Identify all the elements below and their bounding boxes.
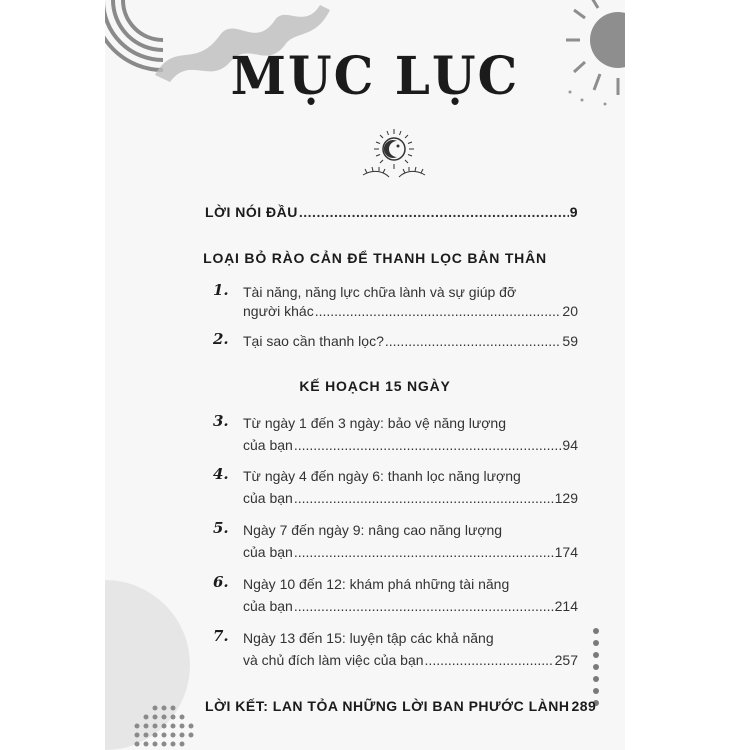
toc-item-number: 4. <box>213 465 229 483</box>
dot-leader <box>294 490 554 506</box>
toc-item-6[interactable] <box>243 598 578 614</box>
dot-leader <box>425 652 554 668</box>
toc-item-number: 7. <box>213 627 229 645</box>
toc-item-title-cont: người khác <box>243 303 314 319</box>
toc-item-5[interactable] <box>243 544 578 560</box>
toc-item-7[interactable] <box>243 652 578 668</box>
toc-item-number: 6. <box>213 573 229 591</box>
toc-item-page: 257 <box>554 652 578 668</box>
toc-item-number: 3. <box>213 412 229 430</box>
dot-leader <box>385 333 562 349</box>
toc-item-2[interactable] <box>243 333 578 349</box>
dot-leader <box>294 598 554 614</box>
toc-item-title-cont: của bạn <box>243 544 293 560</box>
toc-item-title[interactable]: Ngày 10 đến 12: khám phá những tài năng <box>243 576 510 592</box>
toc-item-page: 214 <box>554 598 578 614</box>
toc-item-title-cont: và chủ đích làm việc của bạn <box>243 652 424 668</box>
toc-item-number: 5. <box>213 519 229 537</box>
dot-leader <box>294 437 562 453</box>
toc-item-page: 94 <box>562 437 578 453</box>
moon-emblem-icon <box>361 125 427 185</box>
toc-outro-label: LỜI KẾT: LAN TỎA NHỮNG LỜI BAN PHƯỚC LÀNH <box>205 698 570 714</box>
toc-item-title: Tại sao cần thanh lọc? <box>243 333 384 349</box>
toc-item-title[interactable]: Tài năng, năng lực chữa lành và sự giúp đỡ <box>243 284 517 300</box>
toc-item-3[interactable] <box>243 437 578 453</box>
toc-outro-page: 289 <box>571 698 597 714</box>
toc-intro-page: 9 <box>569 204 578 220</box>
toc-item-page: 174 <box>554 544 578 560</box>
dot-cluster-decoration <box>133 700 203 750</box>
toc-item-page: 20 <box>562 303 578 319</box>
section-heading-2: KẾ HOẠCH 15 NGÀY <box>299 378 451 394</box>
toc-item-number: 1. <box>213 281 229 299</box>
toc-item-title[interactable]: Từ ngày 1 đến 3 ngày: bảo vệ năng lượng <box>243 415 506 431</box>
toc-item-page: 59 <box>562 333 578 349</box>
toc-item-number: 2. <box>213 330 229 348</box>
dot-leader <box>315 303 562 319</box>
toc-item-title[interactable]: Ngày 13 đến 15: luyện tập các khả năng <box>243 630 494 646</box>
toc-intro[interactable] <box>205 204 578 220</box>
toc-item-page: 129 <box>554 490 578 506</box>
toc-item-title[interactable]: Từ ngày 4 đến ngày 6: thanh lọc năng lượng <box>243 468 521 484</box>
toc-item-title-cont: của bạn <box>243 598 293 614</box>
toc-outro[interactable] <box>205 698 597 714</box>
toc-item-title[interactable]: Ngày 7 đến ngày 9: nâng cao năng lượng <box>243 522 503 538</box>
toc-intro-label: LỜI NÓI ĐẦU <box>205 204 298 220</box>
page-title: MỤC LỤC <box>230 44 520 107</box>
toc-item-4[interactable] <box>243 490 578 506</box>
section-heading-1: LOẠI BỎ RÀO CẢN ĐỂ THANH LỌC BẢN THÂN <box>203 250 547 266</box>
dot-leader <box>299 204 569 220</box>
toc-item-1[interactable] <box>243 303 578 319</box>
dot-leader <box>294 544 554 560</box>
toc-item-title-cont: của bạn <box>243 490 293 506</box>
toc-item-title-cont: của bạn <box>243 437 293 453</box>
